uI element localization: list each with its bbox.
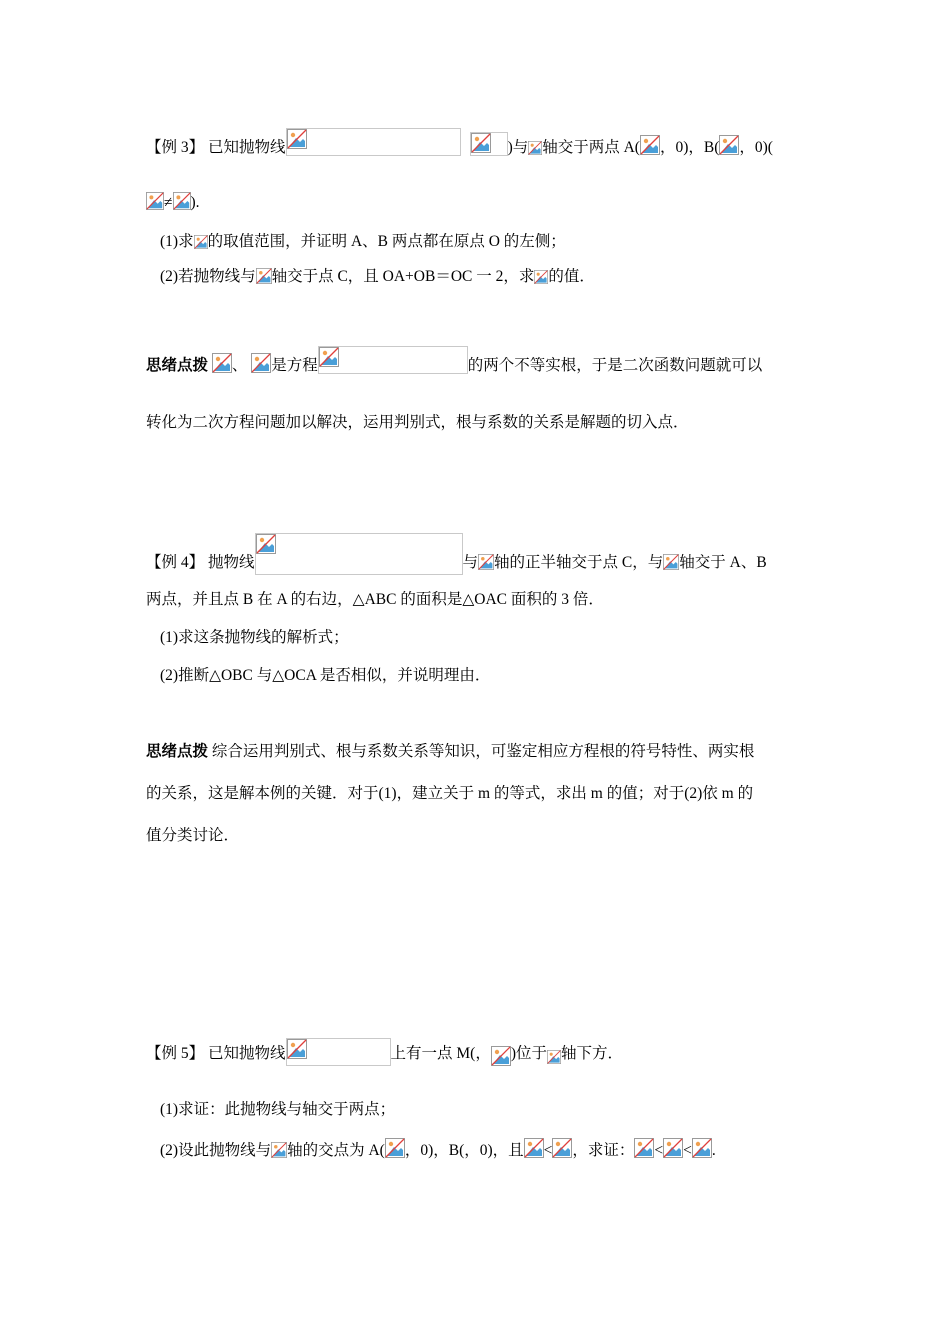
formula-frame bbox=[286, 1038, 391, 1066]
broken-image-icon bbox=[319, 347, 339, 367]
broken-image-icon bbox=[634, 1138, 654, 1158]
ex4-hint-line2: 的关系，这是解本例的关键．对于(1)，建立关于 m 的等式，求出 m 的值；对于(2)依 m 的 bbox=[146, 785, 754, 802]
broken-image-icon bbox=[287, 1039, 307, 1059]
ex4-line2: 两点，并且点 B 在 A 的右边，△ABC 的面积是△OAC 面积的 3 倍． bbox=[146, 591, 604, 608]
broken-image-icon bbox=[146, 192, 164, 210]
broken-image-icon bbox=[385, 1138, 405, 1158]
hint-title: 思绪点拨 bbox=[146, 743, 209, 760]
broken-image-icon bbox=[552, 1138, 572, 1158]
broken-image-icon bbox=[528, 141, 542, 155]
formula-frame bbox=[255, 533, 463, 575]
ex4-question1: (1)求这条抛物线的解析式； bbox=[160, 629, 349, 646]
formula-frame bbox=[470, 132, 508, 156]
broken-image-icon bbox=[663, 1138, 683, 1158]
broken-image-icon bbox=[471, 133, 491, 153]
ex3-question1: (1)求 的取值范围，并证明 A、B 两点都在原点 O 的左侧； bbox=[160, 233, 566, 250]
ex4-line1: 【例 4】 抛物线 与 轴的正半轴交于点 C，与 轴交于 A、B bbox=[146, 533, 767, 575]
broken-image-icon bbox=[478, 554, 494, 570]
broken-image-icon bbox=[547, 1050, 561, 1064]
broken-image-icon bbox=[173, 192, 191, 210]
broken-image-icon bbox=[491, 1046, 511, 1066]
broken-image-icon bbox=[534, 270, 548, 284]
ex5-question2: (2)设此抛物线与 轴的交点为 A( ，0)，B(，0)，且 < ，求证： < < . bbox=[160, 1138, 716, 1161]
ex3-line2: ≠ ). bbox=[146, 192, 200, 213]
formula-frame bbox=[318, 346, 468, 374]
ex5-question1: (1)求证：此抛物线与轴交于两点； bbox=[160, 1101, 396, 1118]
ex5-line1: 【例 5】 已知抛物线 上有一点 M(， )位于 轴下方． bbox=[146, 1038, 623, 1066]
formula-frame bbox=[286, 128, 461, 156]
broken-image-icon bbox=[256, 268, 272, 284]
broken-image-icon bbox=[194, 235, 208, 249]
broken-image-icon bbox=[287, 129, 307, 149]
ex4-hint-line1: 思绪点拨 综合运用判别式、根与系数关系等知识，可鉴定相应方程根的符号特性、两实根 bbox=[146, 743, 755, 760]
ex3-hint-line2: 转化为二次方程问题加以解决，运用判别式，根与系数的关系是解题的切入点． bbox=[146, 414, 689, 431]
broken-image-icon bbox=[271, 1142, 287, 1158]
broken-image-icon bbox=[256, 534, 276, 554]
broken-image-icon bbox=[251, 353, 271, 373]
ex3-line1: 【例 3】 已知抛物线 )与 轴交于两点 A( ，0)，B( ，0)( bbox=[146, 128, 773, 158]
ex3-question2: (2)若抛物线与 轴交于点 C，且 OA+OB＝OC 一 2，求 的值． bbox=[160, 268, 595, 285]
broken-image-icon bbox=[524, 1138, 544, 1158]
broken-image-icon bbox=[719, 135, 739, 155]
broken-image-icon bbox=[663, 554, 679, 570]
ex3-hint-line1: 思绪点拨 、 是方程 的两个不等实根，于是二次函数问题就可以 bbox=[146, 346, 762, 376]
broken-image-icon bbox=[692, 1138, 712, 1158]
hint-title: 思绪点拨 bbox=[146, 357, 209, 374]
ex4-hint-line3: 值分类讨论． bbox=[146, 827, 240, 844]
broken-image-icon bbox=[212, 353, 232, 373]
ex4-question2: (2)推断△OBC 与△OCA 是否相似，并说明理由． bbox=[160, 667, 491, 684]
broken-image-icon bbox=[640, 135, 660, 155]
